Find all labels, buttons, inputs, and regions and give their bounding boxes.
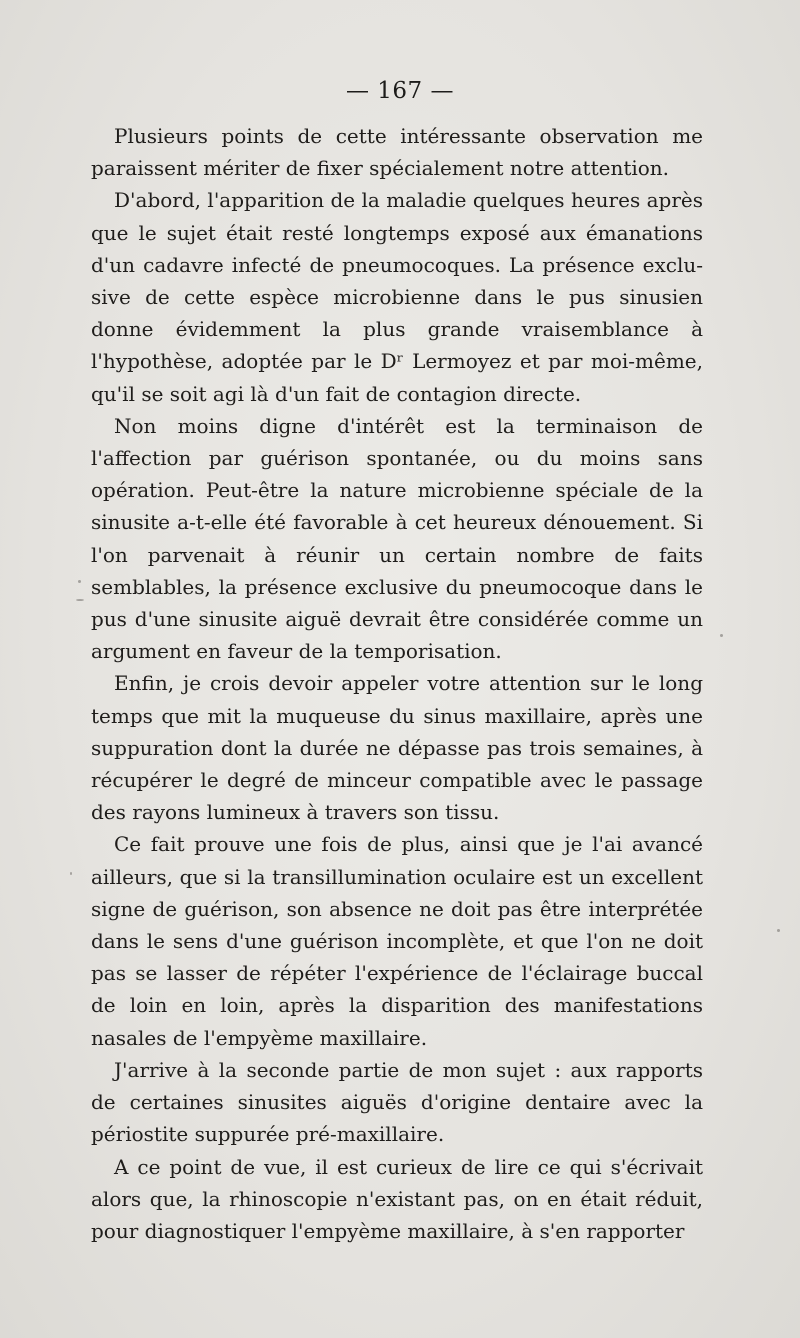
paragraph: Enfin, je crois devoir appeler votre attention sur le long temps que mit la muqueuse du sinus maxillaire, après une suppuration dont la durée ne dépasse pas trois semaines, à récupérer le degré de minceur compatible avec le passage des rayons lumineux à travers son tissu. [91,671,703,825]
paper-speck [777,929,780,932]
paper-speck [70,872,72,875]
paragraph: Non moins digne d'intérêt est la terminaison de l'affection par guérison spontanée, ou du moins sans opération. Peut-être la nature microbienne spéciale de la sinusite a-t-elle été favorable à cet heureux dénouement. Si l'on parvenait à réunir un certain nombre de faits semblables, la présence exclusive du pneumocoque dans le pus d'une sinusite aiguë devrait être considérée comme un argument en faveur de la temporisation. [91,413,703,664]
paragraph: Ce fait prouve une fois de plus, ainsi que je l'ai avancé ailleurs, que si la transillumination oculaire est un excellent signe de guérison, son absence ne doit pas être interprétée dans le sens d'une guérison incomplète, et que l'on ne doit pas se lasser de répéter l'expérience de l'éclairage buccal de loin en loin, après la disparition des manifestations nasales de l'empyème maxillaire. [91,832,703,1050]
page-number: — 167 — [345,78,455,104]
paragraph: Plusieurs points de cette intéressante observation me paraissent mériter de fixer spécialement notre attention. [91,124,703,181]
body-text [91,120,703,1247]
paragraph: A ce point de vue, il est curieux de lire ce qui s'écrivait alors que, la rhinoscopie n'existant pas, on en était réduit, pour diagnostiquer l'empyème maxillaire, à s'en rapporter [91,1154,703,1243]
paragraph: J'arrive à la seconde partie de mon sujet : aux rapports de certaines sinusites aiguës d'origine dentaire avec la périostite suppurée pré-maxillaire. [91,1057,703,1147]
paragraph: D'abord, l'apparition de la maladie quelques heures après que le sujet était resté longtemps exposé aux émanations d'un cadavre infecté de pneumocoques. La présence exclusive de cette espèce microbienne dans le pus sinusien donne évidemment la plus grande vraisemblance à l'hypothèse, adoptée par le Dʳ Lermoyez et par moi-même, qu'il se soit agi là d'un fait de contagion directe. [91,188,703,406]
paper-speck [76,599,84,601]
paper-speck [720,634,723,637]
paper-speck [78,580,81,583]
